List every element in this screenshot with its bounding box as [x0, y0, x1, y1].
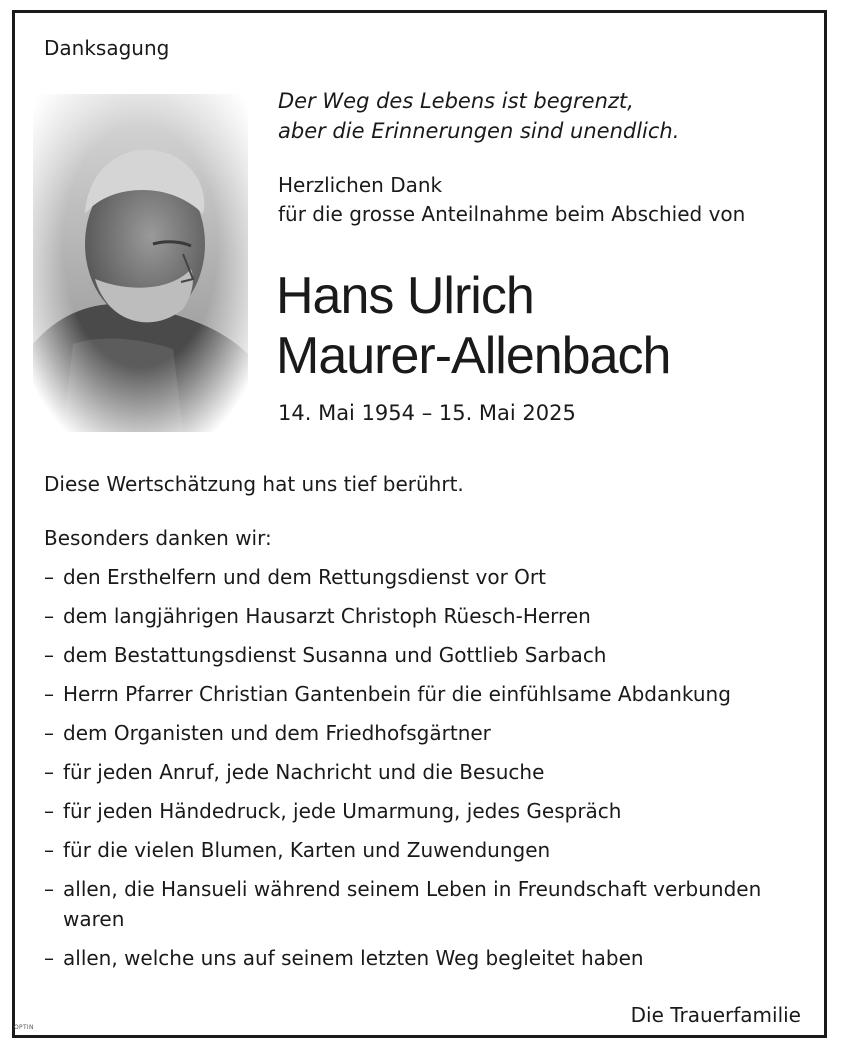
list-item	[44, 640, 814, 670]
appreciation-text: Diese Wertschätzung hat uns tief berührt.	[44, 472, 464, 496]
thanks-list	[44, 562, 814, 982]
portrait-photo	[33, 94, 248, 432]
list-item-text: für die vielen Blumen, Karten und Zuwendungen	[63, 838, 551, 862]
list-dash: –	[44, 682, 54, 706]
thanks-list-intro: Besonders danken wir:	[44, 526, 272, 550]
list-item-text: dem Organisten und dem Friedhofsgärtner	[63, 721, 491, 745]
agency-credit: OPTIN	[14, 1024, 34, 1031]
list-dash: –	[44, 565, 54, 589]
list-dash: –	[44, 877, 54, 901]
list-item	[44, 718, 814, 748]
list-dash: –	[44, 799, 54, 823]
list-item	[44, 757, 814, 787]
list-item	[44, 874, 814, 934]
list-item-text: dem langjährigen Hausarzt Christoph Rüesch-Herren	[63, 604, 591, 628]
list-item-text: Herrn Pfarrer Christian Gantenbein für die einfühlsame Abdankung	[63, 682, 731, 706]
memorial-quote: Der Weg des Lebens ist begrenzt, aber die Erinnerungen sind unendlich.	[278, 89, 680, 143]
life-dates: 14. Mai 1954 – 15. Mai 2025	[278, 401, 576, 425]
list-dash: –	[44, 643, 54, 667]
list-item	[44, 679, 814, 709]
signature: Die Trauerfamilie	[630, 1003, 801, 1027]
deceased-name	[276, 266, 670, 386]
deceased-name-line2: Maurer-Allenbach	[276, 327, 671, 385]
thanks-intro: Herzlichen Dank für die grosse Anteilnahme beim Abschied von	[278, 173, 746, 226]
list-item-text: dem Bestattungsdienst Susanna und Gottlieb Sarbach	[63, 643, 607, 667]
list-item	[44, 835, 814, 865]
list-item-text: für jeden Anruf, jede Nachricht und die Besuche	[63, 760, 545, 784]
list-dash: –	[44, 946, 54, 970]
list-item-text: allen, welche uns auf seinem letzten Weg begleitet haben	[63, 946, 644, 970]
list-dash: –	[44, 838, 54, 862]
list-dash: –	[44, 721, 54, 745]
list-item-text: allen, die Hansueli während seinem Leben in Freundschaft verbunden waren	[63, 877, 762, 931]
notice-heading: Danksagung	[44, 36, 170, 60]
list-item	[44, 796, 814, 826]
list-item	[44, 601, 814, 631]
deceased-name-line1: Hans Ulrich	[276, 267, 534, 325]
list-item	[44, 943, 814, 973]
list-item	[44, 562, 814, 592]
list-dash: –	[44, 604, 54, 628]
list-item-text: den Ersthelfern und dem Rettungsdienst vor Ort	[63, 565, 546, 589]
list-dash: –	[44, 760, 54, 784]
list-item-text: für jeden Händedruck, jede Umarmung, jedes Gespräch	[63, 799, 622, 823]
